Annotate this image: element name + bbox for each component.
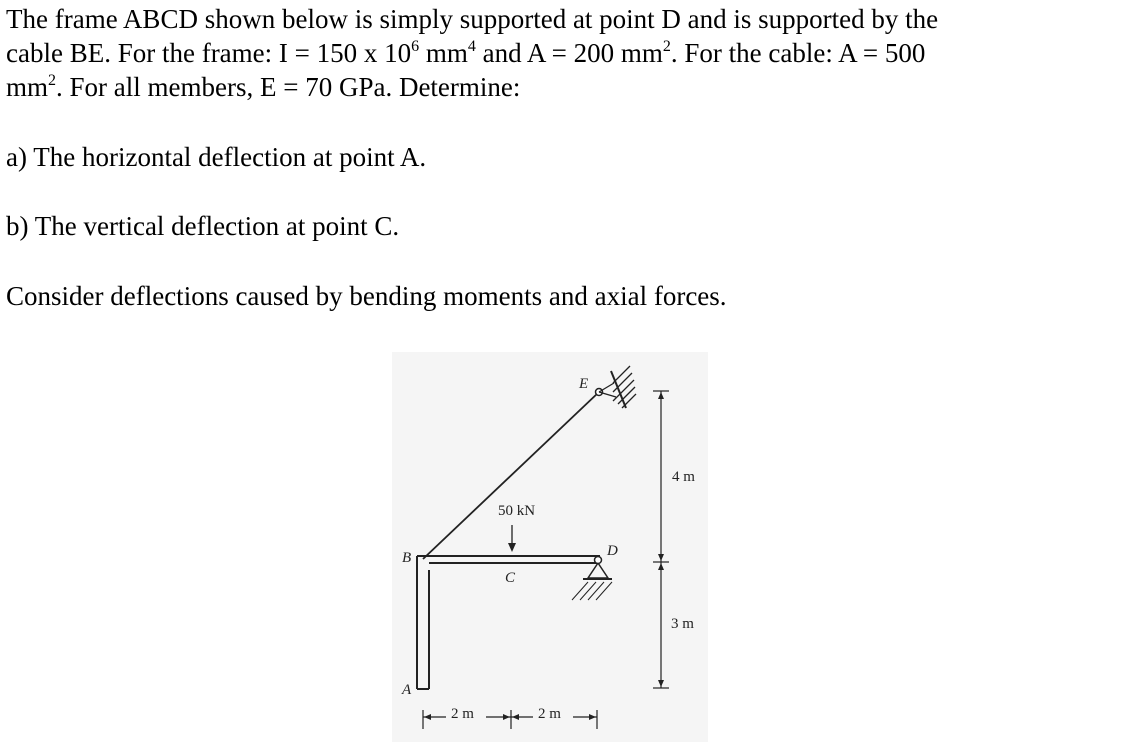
exponent-4: 4 [467,38,476,55]
label-point-e: E [579,376,589,392]
dim-horizontal-right: 2 m [538,706,561,722]
dim-vertical-upper: 4 m [672,469,695,485]
consider-note: Consider deflections caused by bending moments and axial forces. [6,281,727,311]
label-point-a: A [402,682,412,698]
intro-line-2a: cable BE. For the frame: I = 150 x 10 [6,38,412,68]
frame-diagram [390,352,710,744]
intro-line-1: The frame ABCD shown below is simply supported at point D and is supported by the [6,4,939,34]
label-point-d: D [607,543,618,559]
exponent-2-cable: 2 [48,72,57,89]
intro-line-2c: and A = 200 mm [475,38,663,68]
question-b: b) The vertical deflection at point C. [6,211,400,241]
load-label: 50 kN [498,503,536,519]
label-point-b: B [402,550,412,566]
intro-line-2b: mm [419,38,468,68]
dim-horizontal-left: 2 m [451,706,474,722]
question-a: a) The horizontal deflection at point A. [6,142,427,172]
intro-line-3a: mm [6,72,49,102]
exponent-6: 6 [411,38,420,55]
intro-line-2d: . For the cable: A = 500 [670,38,926,68]
exponent-2-frame: 2 [662,38,671,55]
problem-statement [6,2,938,104]
label-point-c: C [505,570,516,586]
intro-line-3b: . For all members, E = 70 GPa. Determine: [56,72,521,102]
dim-vertical-lower: 3 m [671,616,694,632]
